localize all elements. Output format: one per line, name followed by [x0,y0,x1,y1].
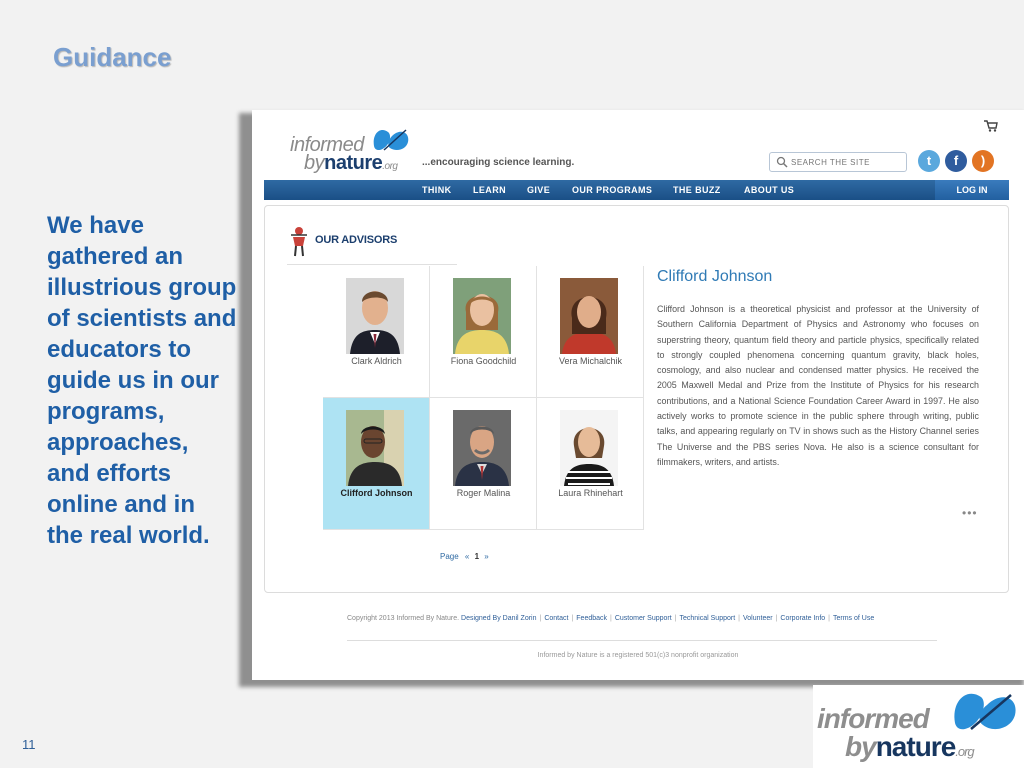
nav-our-programs[interactable]: OUR PROGRAMS [572,185,653,195]
nav-give[interactable]: GIVE [527,185,551,195]
footer-nonprofit-note: Informed by Nature is a registered 501(c)3 nonprofit organization [537,652,739,659]
advisor-card[interactable] [430,266,537,398]
search-input[interactable] [791,155,903,169]
footer-link-customer-support[interactable]: Customer Support [614,615,672,622]
advisor-name: Vera Michalchik [558,356,623,366]
cart-icon[interactable] [984,120,998,132]
main-navigation [264,180,1009,200]
corner-logo [813,685,1024,768]
site-footer: Copyright 2013 Informed By Nature. Designed By Danil Zorin | Contact | Feedback | Customer Support | Technical Support | Volunteer | Corporate Info | Terms of Use [347,615,875,622]
search-box[interactable] [769,152,907,172]
advisor-figure-icon [289,226,309,258]
search-icon [776,156,788,168]
pager-label: Page [440,552,459,561]
advisor-photo [560,410,618,486]
pager-next[interactable]: » [484,552,489,561]
advisor-photo [560,278,618,354]
slide-page-number: 11 [22,737,36,752]
bio-name: Clifford Johnson [657,268,773,285]
logo-word-informed: informed [290,134,364,156]
advisor-name: Roger Malina [456,488,511,498]
advisor-photo [453,410,511,486]
logo-word-bynature: bynature.org [304,152,398,174]
advisor-name: Laura Rhinehart [558,488,623,498]
pagination [440,552,489,561]
footer-link-contact[interactable]: Contact [544,615,569,622]
nav-the-buzz[interactable]: THE BUZZ [673,185,721,195]
advisor-name: Clifford Johnson [340,488,413,498]
footer-copyright: Copyright 2013 Informed By Nature. [347,615,460,622]
advisor-card[interactable] [430,398,537,530]
advisor-photo [453,278,511,354]
advisor-name: Clark Aldrich [351,356,402,366]
pager-prev[interactable]: « [464,552,470,561]
advisor-card[interactable] [537,398,644,530]
footer-link-terms[interactable]: Terms of Use [832,615,875,622]
advisor-card-selected[interactable] [323,398,430,530]
section-divider [287,264,457,265]
login-button[interactable]: LOG IN [935,180,1009,200]
twitter-icon[interactable]: t [918,150,940,172]
bio-text: Clifford Johnson is a theoretical physicist and professor at the University of Southern California Department of Physics and Astronomy who focuses on superstring theory, quantum field theory and particle physics, specifically related to strongly coupled phenomena concerning quantum gravity, black holes, cosmology, and also nuclear and condensed matter physics. He received the 2005 Maxwell Medal and Prize from the Institute of Physics for his research contributions, and a National Science Foundation Career Award in 1997. He also actively works to promote science in the public sphere through writing, public talks, and appearing regularly on TV in shows such as the History Channel series The Universe and the PBS series Nova. He also is a science consultant for filmmakers, writers, and artists. [657,304,979,467]
site-tagline: ...encouraging science learning. [422,157,575,168]
corner-logo-informed: informed [817,703,929,734]
nav-learn[interactable]: LEARN [473,185,506,195]
pager-current[interactable]: 1 [474,552,480,561]
footer-link-volunteer[interactable]: Volunteer [742,615,773,622]
website-screenshot [252,110,1024,680]
advisor-card[interactable] [323,266,430,398]
advisor-photo [346,278,404,354]
slide-body-text: We have gathered an illustrious group of scientists and educators to guide us in our programs, approaches, and efforts online and in the real world. [47,212,237,549]
footer-link-technical-support[interactable]: Technical Support [679,615,736,622]
footer-link-corporate-info[interactable]: Corporate Info [780,615,826,622]
slide-title: Guidance [53,42,172,72]
facebook-icon[interactable]: f [945,150,967,172]
footer-link-feedback[interactable]: Feedback [576,615,608,622]
advisor-name: Fiona Goodchild [450,356,517,366]
advisors-panel [264,205,1009,593]
site-logo[interactable] [290,124,420,174]
footer-divider [347,640,937,641]
section-title: OUR ADVISORS [315,234,398,246]
advisor-card[interactable] [537,266,644,398]
corner-logo-bynature: bynature.org [845,731,974,762]
advisor-grid [323,266,643,530]
rss-icon[interactable]: ) [972,150,994,172]
footer-designed-by[interactable]: Designed By Danil Zorin [461,615,537,622]
more-button[interactable]: ••• [962,506,978,520]
advisor-photo [346,410,404,486]
nav-think[interactable]: THINK [422,185,452,195]
nav-about-us[interactable]: ABOUT US [744,185,795,195]
